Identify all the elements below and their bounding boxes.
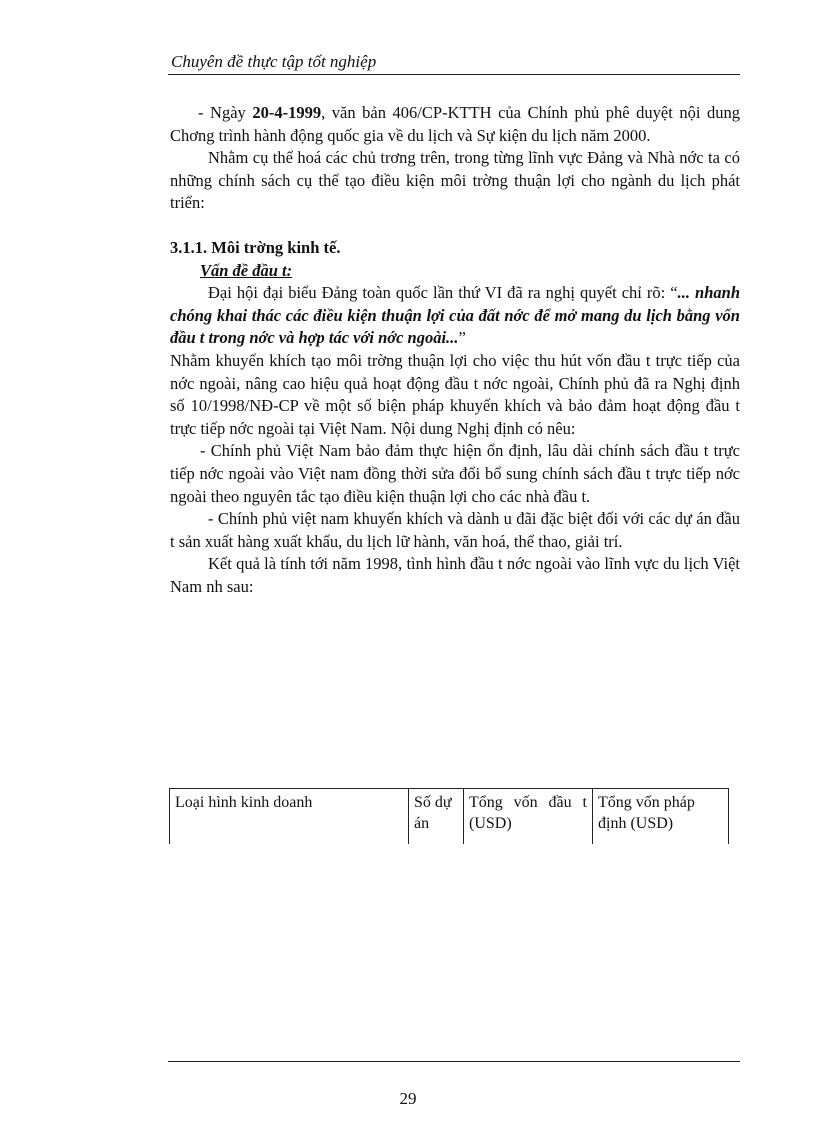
investment-table — [169, 788, 729, 844]
document-body — [170, 102, 740, 598]
table-header-cell: Tổng vốn pháp định (USD) — [593, 789, 729, 845]
running-header: Chuyên đề thực tập tốt nghiệp — [171, 52, 377, 71]
paragraph-congress-resolution: Đại hội đại biểu Đảng toàn quốc lần thứ VI đã ra nghị quyết chỉ rõ: “... nhanh chóng khai thác các điều kiện thuận lợi của đất nớc để mở mang du lịch bằng vốn đầu t trong nớc và hợp tác với nớc ngoài...” — [170, 283, 740, 348]
subheading-investment: Vấn đề đầu t: — [200, 260, 293, 280]
table-header-cell: Tổng vốn đầu t (USD) — [464, 789, 593, 845]
table-header-cell: Loại hình kinh doanh — [170, 789, 409, 845]
table-header-row — [170, 789, 729, 845]
paragraph-policy-intro: Nhằm cụ thể hoá các chủ trơng trên, trong từng lĩnh vực Đảng và Nhà nớc ta có những chính sách cụ thể tạo điều kiện môi trờng thuận lợi cho ngành du lịch phát triển: — [170, 148, 740, 213]
paragraph-result-1998: Kết quả là tính tới năm 1998, tình hình đầu t nớc ngoài vào lĩnh vực du lịch Việt Nam nh sau: — [170, 554, 740, 596]
table-header-cell: Số dự án — [409, 789, 464, 845]
header-rule — [168, 74, 740, 75]
footer-rule — [168, 1061, 740, 1062]
paragraph-stable-policy: - Chính phủ Việt Nam bảo đảm thực hiện ổn định, lâu dài chính sách đầu t trực tiếp nớc ngoài vào Việt nam đồng thời sửa đổi bổ sung chính sách đầu t trực tiếp nớc ngoài theo nguyên tắc tạo điều kiện thuận lợi cho các nhà đầu t. — [170, 441, 740, 506]
paragraph-decree-1999: - Ngày 20-4-1999, văn bản 406/CP-KTTH của Chính phủ phê duyệt nội dung Chơng trình hành động quốc gia về du lịch và Sự kiện du lịch năm 2000. — [170, 103, 741, 145]
page-number: 29 — [399, 1089, 417, 1108]
resolution-quote: ... nhanh chóng khai thác các điều kiện thuận lợi của đất nớc để mở mang du lịch bằng vốn đầu t trong nớc và hợp tác với nớc ngoài... — [170, 283, 740, 348]
section-heading: 3.1.1. Môi trờng kinh tế. — [170, 237, 341, 257]
paragraph-decree-10-1998: Nhằm khuyến khích tạo môi trờng thuận lợi cho việc thu hút vốn đầu t trực tiếp của nớc ngoài, nâng cao hiệu quả hoạt động đầu t nớc ngoài, Chính phủ đã ra Nghị định số 10/1998/NĐ-CP về một số biện pháp khuyến khích và bảo đảm hoạt động đầu t trực tiếp nớc ngoài tại Việt Nam. Nội dung Nghị định có nêu: — [170, 350, 740, 438]
decree-date: 20-4-1999 — [252, 103, 322, 122]
paragraph-incentives: - Chính phủ việt nam khuyến khích và dành u đãi đặc biệt đối với các dự án đầu t sản xuất hàng xuất khẩu, du lịch lữ hành, văn hoá, thể thao, giải trí. — [170, 509, 740, 551]
